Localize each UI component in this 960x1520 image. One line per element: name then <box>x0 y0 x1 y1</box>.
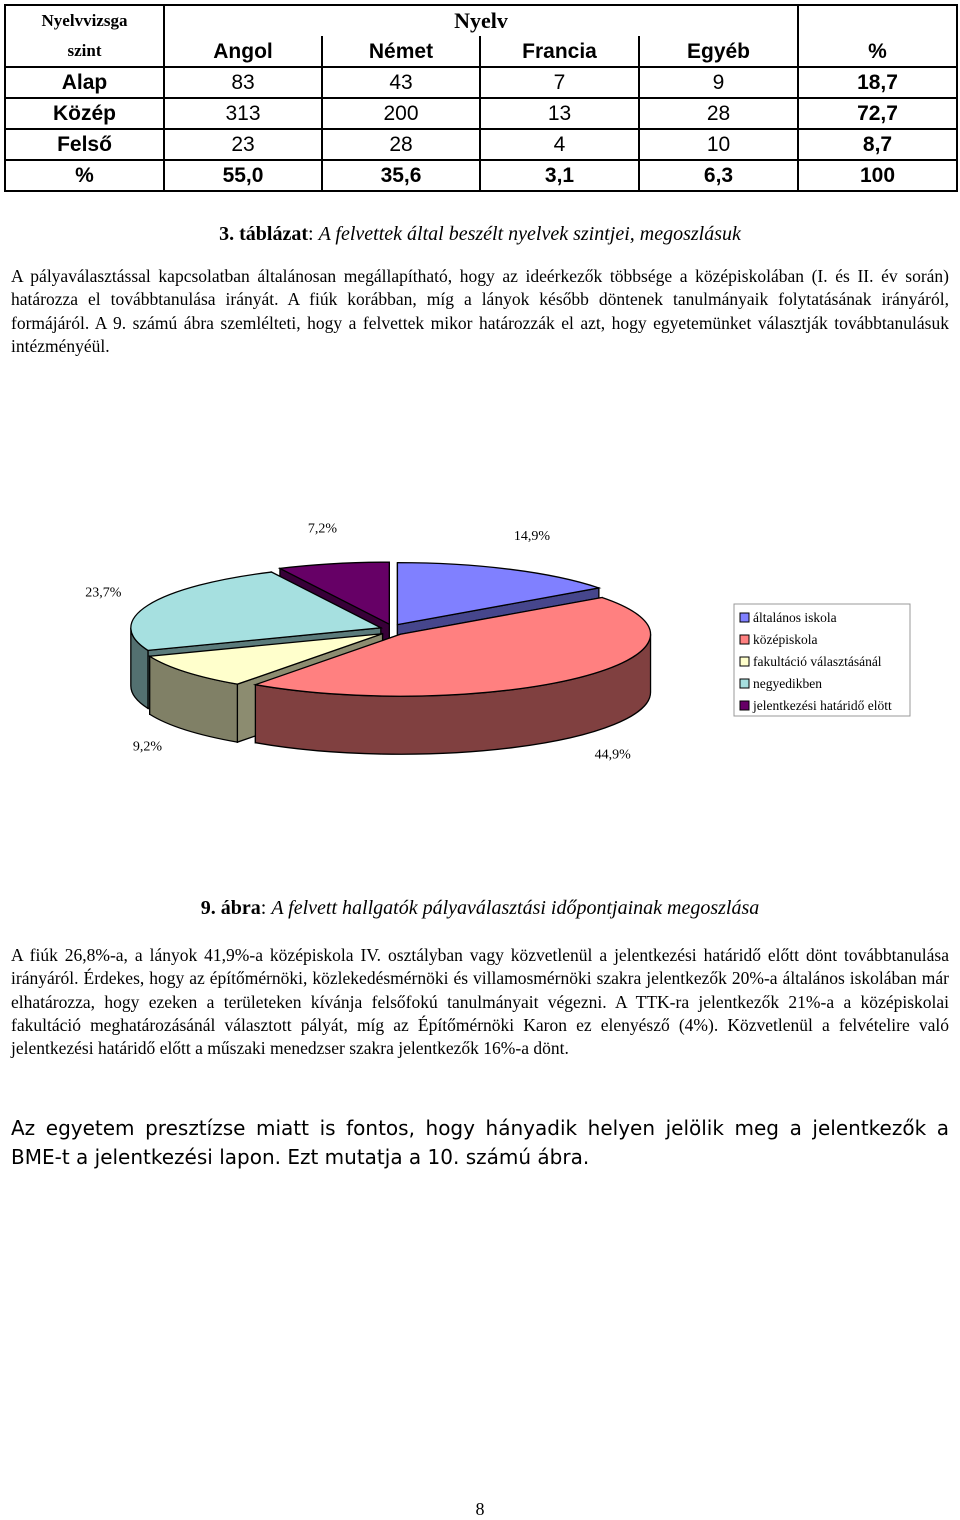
page-number: 8 <box>475 1499 485 1519</box>
paragraph-2: A fiúk 26,8%-a, a lányok 41,9%-a középiskola IV. osztályban vagy közvetlenül a jelentkezési határidő előtt dönt továbbtanulása irányáról. Érdekes, hogy az építőmérnöki, közlekedésmérnöki és villamosmérnöki szakra jelentkezők 20%-a általános iskolában már elhatározza, hogy ezeken a területeken kívánja felsőfokú tanulmányait végezni. A TTK-ra jelentkezők 21%-a a középiskolai fakultáció meghatározásánál választott pályát, míg az Építőmérnöki Karon ez elenyésző (4%). Közvetlenül a felvételire való jelentkezési határidő előtt a műszaki menedzser szakra jelentkezők 16%-a dönt. <box>11 945 949 1059</box>
legend-swatch <box>740 613 749 622</box>
table-row <box>5 67 957 98</box>
paragraph-3: Az egyetem presztízse miatt is fontos, hogy hányadik helyen jelölik meg a jelentkezők a BME-t a jelentkezési lapon. Ezt mutatja a 10. számú ábra. <box>11 1116 949 1169</box>
corner-line-2: szint <box>67 41 102 60</box>
legend-swatch <box>740 657 749 666</box>
table-cell: 43 <box>322 67 480 98</box>
figure-caption-number: 9. ábra <box>200 897 261 919</box>
table-caption-sep: : <box>308 223 319 245</box>
legend-swatch <box>740 701 749 710</box>
pie-data-label: 7,2% <box>307 521 337 537</box>
legend-label: negyedikben <box>753 676 822 691</box>
table-cell: 3,1 <box>480 160 639 191</box>
paragraph-1: A pályaválasztással kapcsolatban általánosan megállapítható, hogy az ideérkezők többsége a középiskolában (I. és II. év során) határozza el továbbtanulása irányát. A fiúk korábban, míg a lányok később döntenek tanulmányaik folytatásának irányáról, formájáról. A 9. számú ábra szemlélteti, hogy a felvettek mikor határozzák el azt, hogy egyetemünket választják továbbtanulásuk intézményéül. <box>11 266 949 356</box>
table-cell: 28 <box>639 98 798 129</box>
table-cell: 100 <box>798 160 957 191</box>
row-label: % <box>5 160 164 191</box>
table-cell: 7 <box>480 67 639 98</box>
table-row-total <box>5 160 957 191</box>
row-label: Felső <box>5 129 164 160</box>
table-row <box>5 98 957 129</box>
pie-data-label: 44,9% <box>594 747 631 763</box>
pie-data-label: 14,9% <box>513 528 551 544</box>
legend-label: általános iskola <box>753 610 837 625</box>
corner-line-1: Nyelvvizsga <box>41 11 128 30</box>
row-label: Alap <box>5 67 164 98</box>
table-cell-pct: 8,7 <box>798 129 957 160</box>
table-cell: 4 <box>480 129 639 160</box>
col-header-pct: % <box>798 36 957 67</box>
pie-tops <box>131 562 651 696</box>
table-cell: 13 <box>480 98 639 129</box>
table-cell: 6,3 <box>639 160 798 191</box>
legend-label: fakultáció választásánál <box>753 654 882 669</box>
table-cell: 10 <box>639 129 798 160</box>
col-header-nemet: Német <box>322 36 480 67</box>
language-level-table <box>4 4 958 192</box>
table-cell: 83 <box>164 67 322 98</box>
table-caption <box>0 222 960 246</box>
language-group-header: Nyelv <box>164 5 798 36</box>
table-cell: 55,0 <box>164 160 322 191</box>
table-cell: 23 <box>164 129 322 160</box>
table-cell: 9 <box>639 67 798 98</box>
table-cell: 28 <box>322 129 480 160</box>
col-header-francia: Francia <box>480 36 639 67</box>
col-header-angol: Angol <box>164 36 322 67</box>
pct-group-spacer <box>798 5 957 36</box>
col-header-egyeb: Egyéb <box>639 36 798 67</box>
legend-label: középiskola <box>753 632 818 647</box>
table-cell: 35,6 <box>322 160 480 191</box>
legend <box>734 604 910 716</box>
pie-data-label: 9,2% <box>132 739 163 755</box>
table-cell: 200 <box>322 98 480 129</box>
table-caption-number: 3. táblázat <box>219 223 309 245</box>
pie-chart <box>0 520 960 840</box>
figure-caption <box>0 896 960 920</box>
table-cell-pct: 72,7 <box>798 98 957 129</box>
table-cell-pct: 18,7 <box>798 67 957 98</box>
table-cell: 313 <box>164 98 322 129</box>
table-corner-header <box>5 5 164 67</box>
pie-data-label: 23,7% <box>85 585 122 601</box>
table-row <box>5 129 957 160</box>
row-label: Közép <box>5 98 164 129</box>
legend-label: jelentkezési határidő elött <box>753 698 892 713</box>
figure-caption-text: A felvett hallgatók pályaválasztási időpontjainak megoszlása <box>271 897 760 919</box>
table-caption-text: A felvettek által beszélt nyelvek szintjei, megoszlásuk <box>318 223 741 245</box>
figure-caption-sep: : <box>260 897 272 919</box>
legend-swatch <box>740 635 749 644</box>
legend-swatch <box>740 679 749 688</box>
